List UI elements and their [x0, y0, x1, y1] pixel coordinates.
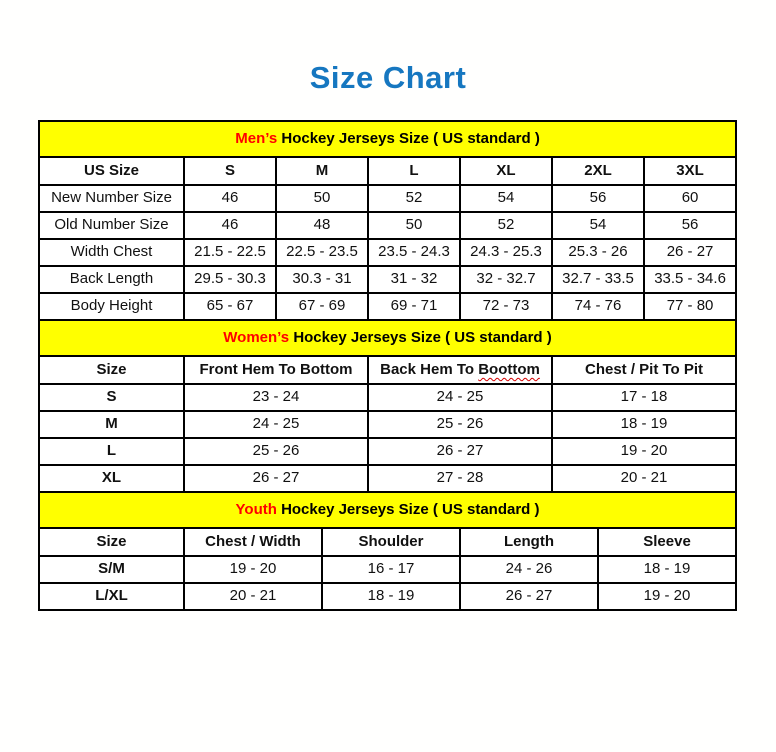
table-mens [38, 120, 737, 321]
cell: 65 - 67 [184, 293, 276, 320]
column-header: Length [460, 528, 598, 556]
row-label: S [39, 384, 184, 411]
column-header: 3XL [644, 157, 736, 185]
cell: 60 [644, 185, 736, 212]
cell: 33.5 - 34.6 [644, 266, 736, 293]
cell: 48 [276, 212, 368, 239]
column-header: Front Hem To Bottom [184, 356, 368, 384]
cell: 52 [368, 185, 460, 212]
data-row [39, 212, 736, 239]
section-caption-row [39, 320, 736, 356]
cell: 26 - 27 [460, 583, 598, 610]
section-title-rest: Hockey Jerseys Size ( US standard ) [281, 129, 540, 147]
cell: 46 [184, 185, 276, 212]
cell: 77 - 80 [644, 293, 736, 320]
cell: 18 - 19 [322, 583, 460, 610]
data-row [39, 384, 736, 411]
cell: 17 - 18 [552, 384, 736, 411]
size-tables [38, 120, 735, 611]
column-header: Sleeve [598, 528, 736, 556]
cell: 26 - 27 [368, 438, 552, 465]
cell: 69 - 71 [368, 293, 460, 320]
cell: 54 [460, 185, 552, 212]
cell: 50 [276, 185, 368, 212]
cell: 16 - 17 [322, 556, 460, 583]
row-label: Old Number Size [39, 212, 184, 239]
column-header: Chest / Width [184, 528, 322, 556]
cell: 19 - 20 [184, 556, 322, 583]
table-youth [38, 491, 737, 611]
misspelled-word: Boottom [478, 360, 540, 378]
column-header: US Size [39, 157, 184, 185]
section-title-womens [39, 320, 736, 356]
section-caption-row [39, 492, 736, 528]
section-title-youth [39, 492, 736, 528]
section-title-highlight: Men’s [235, 129, 278, 147]
cell: 19 - 20 [598, 583, 736, 610]
cell: 26 - 27 [644, 239, 736, 266]
cell: 46 [184, 212, 276, 239]
column-header: M [276, 157, 368, 185]
section-caption-row [39, 121, 736, 157]
cell: 25 - 26 [368, 411, 552, 438]
data-row [39, 266, 736, 293]
header-row [39, 356, 736, 384]
header-row [39, 157, 736, 185]
column-header: Shoulder [322, 528, 460, 556]
cell: 52 [460, 212, 552, 239]
cell: 18 - 19 [552, 411, 736, 438]
data-row [39, 465, 736, 492]
row-label: L/XL [39, 583, 184, 610]
row-label: Body Height [39, 293, 184, 320]
cell: 24.3 - 25.3 [460, 239, 552, 266]
row-label: XL [39, 465, 184, 492]
cell: 19 - 20 [552, 438, 736, 465]
cell: 31 - 32 [368, 266, 460, 293]
cell: 30.3 - 31 [276, 266, 368, 293]
row-label: Width Chest [39, 239, 184, 266]
cell: 29.5 - 30.3 [184, 266, 276, 293]
cell: 25 - 26 [184, 438, 368, 465]
table-womens [38, 319, 737, 493]
section-title-rest: Hockey Jerseys Size ( US standard ) [281, 500, 540, 518]
column-header: Size [39, 356, 184, 384]
cell: 21.5 - 22.5 [184, 239, 276, 266]
cell: 24 - 26 [460, 556, 598, 583]
data-row [39, 411, 736, 438]
data-row [39, 293, 736, 320]
cell: 26 - 27 [184, 465, 368, 492]
data-row [39, 583, 736, 610]
cell: 24 - 25 [184, 411, 368, 438]
cell: 23 - 24 [184, 384, 368, 411]
cell: 22.5 - 23.5 [276, 239, 368, 266]
data-row [39, 556, 736, 583]
section-title-mens [39, 121, 736, 157]
cell: 32 - 32.7 [460, 266, 552, 293]
section-title-highlight: Youth [235, 500, 277, 518]
cell: 74 - 76 [552, 293, 644, 320]
column-header: S [184, 157, 276, 185]
cell: 56 [644, 212, 736, 239]
row-label: S/M [39, 556, 184, 583]
cell: 23.5 - 24.3 [368, 239, 460, 266]
header-row [39, 528, 736, 556]
cell: 27 - 28 [368, 465, 552, 492]
row-label: New Number Size [39, 185, 184, 212]
data-row [39, 239, 736, 266]
data-row [39, 185, 736, 212]
cell: 67 - 69 [276, 293, 368, 320]
section-title-highlight: Women’s [223, 328, 290, 346]
cell: 20 - 21 [552, 465, 736, 492]
page-title: Size Chart [309, 60, 467, 95]
column-header: 2XL [552, 157, 644, 185]
column-header: Back Hem To Boottom [368, 356, 552, 384]
cell: 25.3 - 26 [552, 239, 644, 266]
cell: 50 [368, 212, 460, 239]
cell: 56 [552, 185, 644, 212]
cell: 20 - 21 [184, 583, 322, 610]
row-label: Back Length [39, 266, 184, 293]
section-title-rest: Hockey Jerseys Size ( US standard ) [293, 328, 552, 346]
cell: 72 - 73 [460, 293, 552, 320]
row-label: L [39, 438, 184, 465]
column-header: XL [460, 157, 552, 185]
column-header: L [368, 157, 460, 185]
cell: 18 - 19 [598, 556, 736, 583]
cell: 24 - 25 [368, 384, 552, 411]
cell: 32.7 - 33.5 [552, 266, 644, 293]
column-header: Chest / Pit To Pit [552, 356, 736, 384]
row-label: M [39, 411, 184, 438]
column-header: Size [39, 528, 184, 556]
cell: 54 [552, 212, 644, 239]
data-row [39, 438, 736, 465]
